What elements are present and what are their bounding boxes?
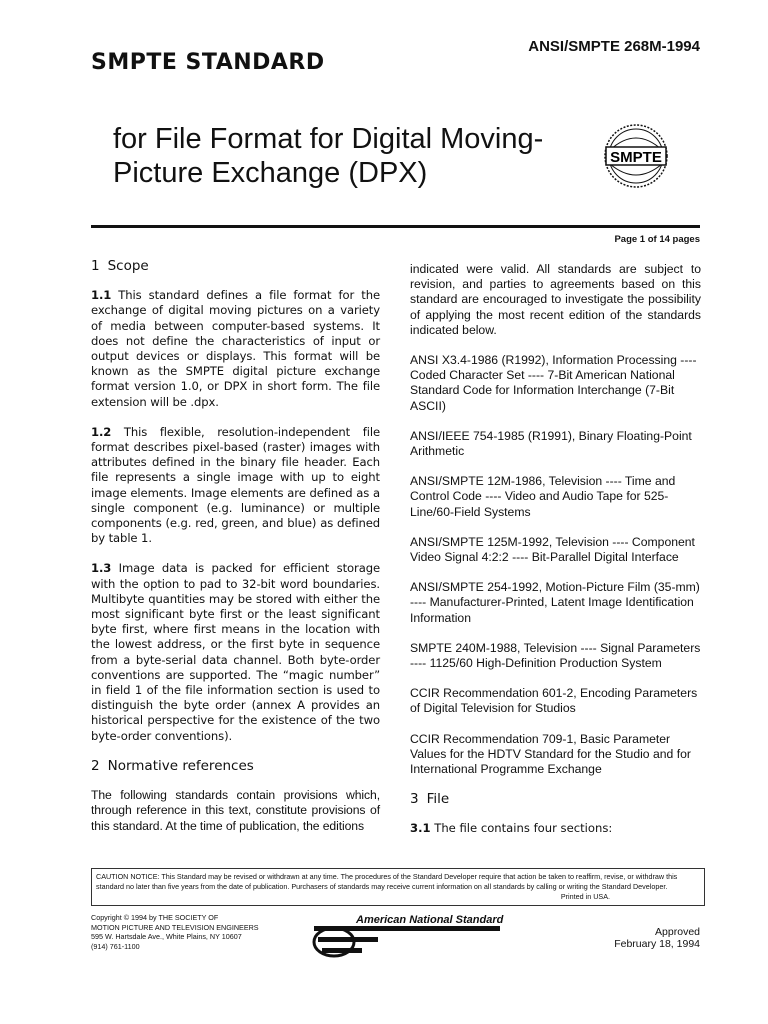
reference-item: ANSI/SMPTE 254-1992, Motion-Picture Film (35-mm) ---- Manufacturer-Printed, Latent Image Identification Information [410,580,700,625]
reference-item: ANSI/SMPTE 125M-1992, Television ---- Component Video Signal 4:2:2 ---- Bit-Parallel Digital Interface [410,534,695,565]
reference-item: ANSI/SMPTE 12M-1986, Television ---- Time and Control Code ---- Video and Audio Tape for 525-Line/60-Field Systems [410,474,676,519]
logo-text: SMPTE [610,149,662,166]
reference-item: SMPTE 240M-1988, Television ---- Signal Parameters ---- 1125/60 High-Definition Production System [410,640,701,671]
approved-date: February 18, 1994 [614,938,700,950]
caution-text: CAUTION NOTICE: This Standard may be revised or withdrawn at any time. The procedures of the Standard Developer require that action be taken to reaffirm, revise, or withdraw this standard no later than five years from the date of publication. Purchasers of standards may receive current information on all standards by calling or writing the Standard Developer. [96,872,678,891]
title-line-1: for File Format for Digital Moving- [113,123,544,155]
reference-item: CCIR Recommendation 601-2, Encoding Parameters of Digital Television for Studios [410,686,698,716]
copyright-line: Copyright © 1994 by THE SOCIETY OF [91,913,219,922]
page-count: Page 1 of 14 pages [614,234,700,245]
approved-label: Approved [655,926,700,938]
copyright-line: MOTION PICTURE AND TELEVISION ENGINEERS [91,922,259,932]
smpte-logo [586,120,686,192]
section-heading-file: 3 File [410,791,450,808]
reference-item: CCIR Recommendation 709-1, Basic Parameter Values for the HDTV Standard for the Studio and for International Programme Exchange [410,731,691,777]
ans-logo-text: American National Standard [356,914,504,926]
paragraph-1-1: 1.1 This standard defines a file format for the exchange of digital moving pictures on a variety of media between computer-based systems. It does not define the characteristics of input or output devices or displays. This format will be known as the SMPTE digital picture exchange format version 1.0, or DPX in short form. The file extension will be .dpx. [91,288,380,409]
copyright-line: 595 W. Hartsdale Ave., White Plains, NY 10607 [91,932,242,941]
standard-number: ANSI/SMPTE 268M-1994 [528,38,700,55]
copyright-block [91,913,301,951]
paragraph-1-2: 1.2 This flexible, resolution-independent file format describes pixel-based (raster) images with attributes defined in the binary file header. Each file represents a single image with up to eight image elements. Image elements are defined as a single component (e.g. luminance) or multiple components (e.g. red, green, and blue) as defined by table 1. [91,424,380,546]
caution-notice [91,868,705,906]
paragraph-3-1: 3.1 The file contains four sections: [410,821,613,836]
reference-item: ANSI X3.4-1986 (R1992), Information Processing ---- Coded Character Set ---- 7-Bit American National Standard Code for Information Interchange (7-Bit ASCII) [410,353,697,413]
paragraph-2: The following standards contain provisions which, through reference in this text, constitute provisions of this standard. At the time of publication, the editions [91,788,380,833]
copyright-line: (914) 761-1100 [91,941,140,951]
printed-in-usa: Printed in USA. [560,892,610,901]
paragraph-1-3: 1.3 Image data is packed for efficient storage with the option to pad to 32-bit word boundaries. Multibyte quantities may be stored with either the most significant byte first or the least significant byte first, where first means in the location with the lowest address, or the first byte in sequence from a byte-serial data channel. Both byte-order conventions are supported. The “magic number” in field 1 of the file information section is used to distinguish the byte order (annex A provides an historical perspective for the existence of the two byte-order conventions). [91,561,380,743]
approval-block [614,926,700,950]
section-heading-normative-references: 2 Normative references [91,757,254,774]
document-type-label: SMPTE STANDARD [91,50,325,75]
paragraph-2-continued: indicated were valid. All standards are subject to revision, and parties to agreements based on this standard are encouraged to investigate the possibility of applying the most recent edition of the standards indicated below. [410,262,701,337]
reference-item: ANSI/IEEE 754-1985 (R1991), Binary Floating-Point Arithmetic [410,428,692,459]
left-column [91,259,380,849]
title-line-2: Picture Exchange (DPX) [113,157,428,189]
section-heading-scope: 1 Scope [91,258,149,274]
right-column [410,262,701,852]
page-title [113,122,573,190]
header-rule [91,225,700,228]
